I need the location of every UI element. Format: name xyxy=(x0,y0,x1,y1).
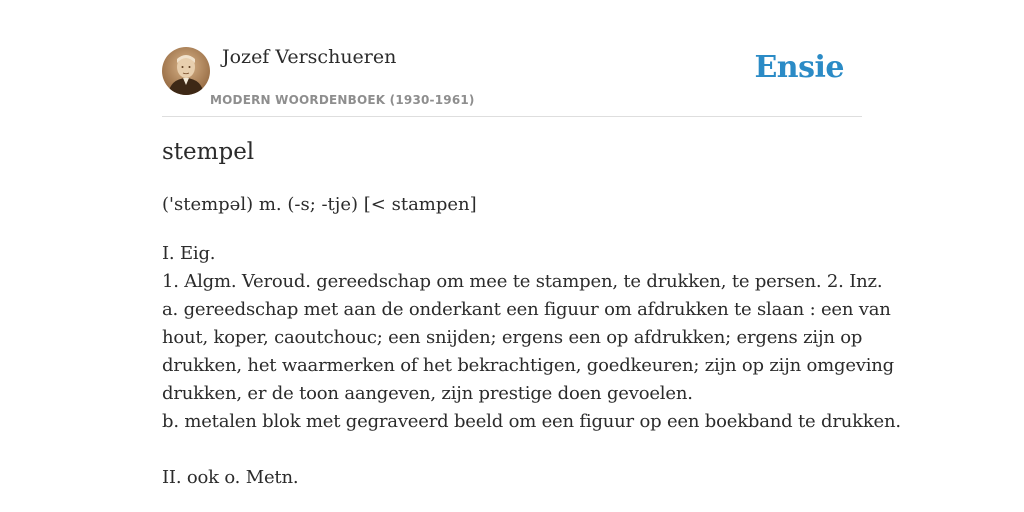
author-portrait-icon xyxy=(162,47,210,95)
source-dictionary[interactable]: MODERN WOORDENBOEK (1930-1961) xyxy=(210,93,475,107)
definition-line: a. gereedschap met aan de onderkant een figuur om afdrukken te slaan : een van xyxy=(162,299,891,320)
author-name[interactable]: Jozef Verschueren xyxy=(222,46,397,68)
definition-section-2: II. ook o. Metn. xyxy=(162,467,299,488)
ensie-logo-link[interactable]: Ensie xyxy=(754,50,844,85)
entry-definition xyxy=(162,240,901,492)
definition-line: b. metalen blok met gegraveerd beeld om een figuur op een boekband te drukken. xyxy=(162,411,901,432)
definition-line: I. Eig. xyxy=(162,243,216,264)
definition-line: drukken, het waarmerken of het bekrachtigen, goedkeuren; zijn op zijn omgeving xyxy=(162,355,895,376)
entry-header xyxy=(162,44,862,117)
definition-line: drukken, er de toon aangeven, zijn prestige doen gevoelen. xyxy=(162,383,693,404)
definition-line: hout, koper, caoutchouc; een snijden; ergens een op afdrukken; ergens zijn op xyxy=(162,327,863,348)
section-spacer xyxy=(162,436,866,464)
entry-headword: stempel xyxy=(162,139,255,165)
definition-line: 1. Algm. Veroud. gereedschap om mee te stampen, te drukken, te persen. 2. Inz. xyxy=(162,271,883,292)
entry-pronunciation: ('stempəl) m. (-s; -tje) [< stampen] xyxy=(162,194,477,215)
author-avatar[interactable] xyxy=(162,47,210,95)
